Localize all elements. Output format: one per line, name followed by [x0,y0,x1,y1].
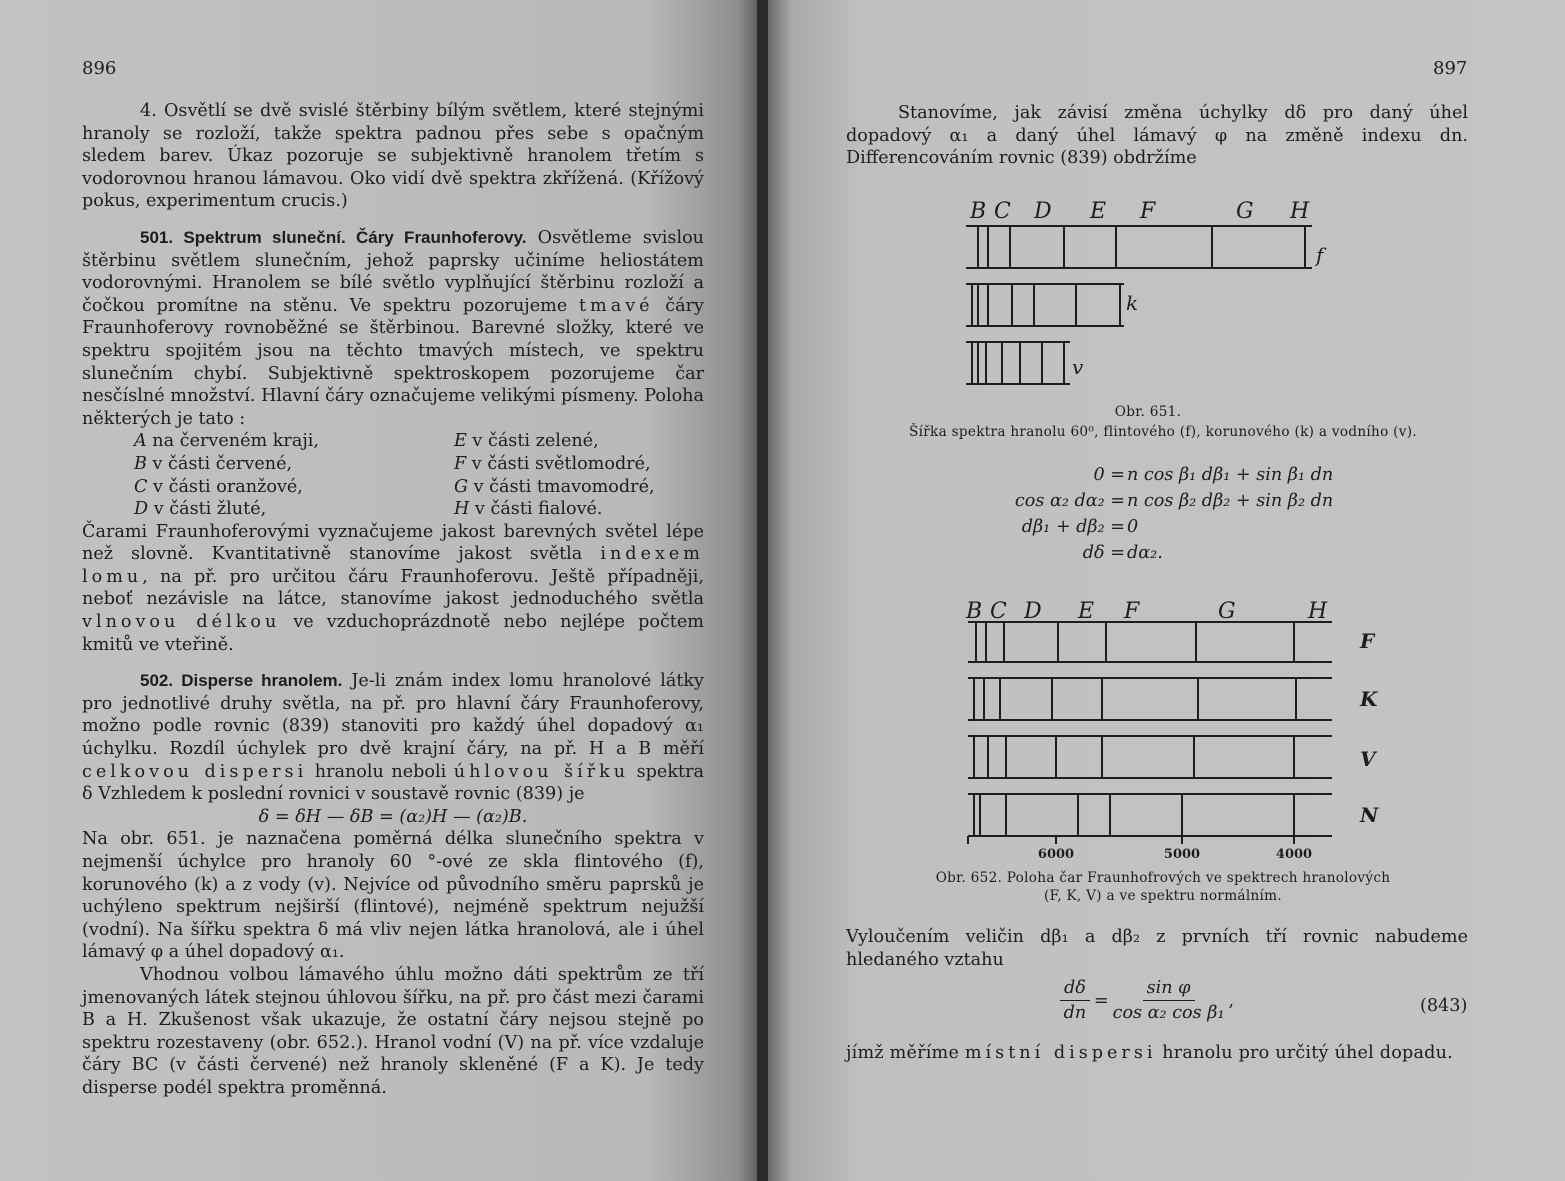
fig652-letter: H [1308,599,1328,624]
equation-row: 0 = n cos β₁ dβ₁ + sin β₁ dn [1093,465,1334,485]
fig652-caption-line1: Obr. 652. Poloha čar Fraunhofrových ve spektrech hranolových [935,870,1391,886]
fig652-label: N [1360,803,1379,827]
section-502-paragraph-2: Na obr. 651. je naznačena poměrná délka slunečního spektra v nejmenší úchylce pro hranoly 60 °-ové ze skla flintového (f), korunového (k) a z vody (v). Nejvíce od původního směru paprsků je uchýleno spektrum nejširší (flintové), nejméně spektrum nejužší (vodní). Na šířku spektra δ má vliv nejen látka hranolová, ale i úhel lámavý φ a úhel dopadový α₁. [82,829,704,963]
fig651-letter: D [1034,199,1052,224]
equation-row: dβ₁ + dβ₂ = 0 [1021,517,1139,537]
fig651-label: f [1316,243,1324,267]
fig652-letter: E [1078,599,1095,624]
equation-number-843: (843) [1420,996,1468,1016]
fig651-letter: H [1290,199,1310,224]
fig652-letter: C [990,599,1007,624]
right-page [768,0,1565,1181]
fig652-scale-label: 5000 [1163,847,1201,862]
line-item: B v části červené, [134,453,293,474]
fig651-letter: G [1236,199,1254,224]
fig651-letter: B [970,199,987,224]
differential-equations [973,462,1333,566]
section-501: 501. Spektrum sluneční. Čáry Fraunhoferovy. Osvětleme svislou štěrbinu světlem slunečním, jehož paprsky učiníme heliostátem vodorovnými. Hranolem se bílé světlo vyplňující štěrbinu rozloží a čočkou promítne na stěnu. Ve spektru pozorujeme tmavé čáry Fraunhoferovy rovnoběžné se štěrbinou. Barevné složky, které ve spektru spojitém jsou na těchto tmavých místech, ve spektru slunečním chybí. Subjektivně spektroskopem pozorujeme čar nesčíslné množství. Hlavní čáry označujeme velikými písmeny. Poloha některých je tato : [82,227,705,429]
section-502: 502. Disperse hranolem. Je-li znám index lomu hranolové látky pro jednotlivé druhy světla, na př. pro hlavní čáry Fraunhoferovy, možno podle rovnic (839) stanoviti pro každý úhel dopadový α₁ úchylku. Rozdíl úchylek pro dvě krajní čáry, na př. H a B měří celkovou dispersi hranolu neboli úhlovou šířku spektra δ Vzhledem k poslední rovnici v soustavě rovnic (839) je [82,671,704,805]
line-item: A na červeném kraji, [134,431,320,452]
section-501-continued: Čarami Fraunhoferovými vyznačujeme jakost barevných světel lépe než slovně. Kvantitativně stanovíme jakost světla indexem lomu, na př. pro určitou čáru Fraunhoferovu. Ještě případněji, neboť nezávisle na látce, stanovíme jakost jednoduchého světla vlnovou délkou ve vzduchoprázdnotě nebo nejlépe počtem kmitů ve vteřině. [82,521,704,655]
section-502-heading: 502. Disperse hranolem. [140,671,343,691]
left-text-column [82,100,704,1100]
fraunhofer-line-list [134,430,704,520]
fig652-label: K [1360,687,1378,711]
paragraph-4: 4. Osvětlí se dvě svislé štěrbiny bílým světlem, které stejnými hranoly se rozloží, takže spektra padnou přes sebe s opačným sledem barev. Úkaz pozoruje se subjektivně hranolem třetím s vodorovnou hranou lámavou. Oko vidí dvě spektra zkřížená. (Křížový pokus, experimentum crucis.) [82,101,704,212]
line-item: G v části tmavomodré, [454,476,655,497]
page-number-right: 897 [1433,58,1468,79]
fig652-scale-label: 4000 [1275,847,1313,862]
right-intro-paragraph: Stanovíme, jak závisí změna úchylky dδ pro daný úhel dopadový α₁ a daný úhel lámavý φ na změně indexu dn. Differencováním rovnic (839) obdržíme [846,103,1468,169]
line-item: D v části žluté, [134,499,267,520]
figure-652 [962,596,1392,866]
line-item: H v části fialové. [454,499,603,520]
equation-843: $\frac{d\delta}{dn}$ = $\frac{\text{sin φ}}{\text{cos α₂ cos β₁}}$ , [1056,978,1234,1023]
fig651-label: v [1072,355,1084,379]
fig652-letter: F [1124,599,1140,624]
fig651-letter: C [994,199,1011,224]
fig652-caption-line2: (F, K, V) a ve spektru normálním. [1044,888,1282,904]
section-502-paragraph-3: Vhodnou volbou lámavého úhlu možno dáti spektrům ze tří jmenovaných látek stejnou úhlovou šířku, na př. pro část mezi čarami B a H. Zkušenost však ukazuje, že ostatní čáry nejsou stejně po spektru rozestaveny (obr. 652.). Hranol vodní (V) na př. více vzdaluje čáry BC (v části červené) než hranoly skleněné (F a K). Je tedy disperse podél spektra proměnná. [82,964,704,1098]
equation-row: cos α₂ dα₂ = n cos β₂ dβ₂ + sin β₂ dn [1014,491,1334,511]
left-page [0,0,760,1181]
fig651-caption-text: Šířka spektra hranolu 60⁰, flintového (f), korunového (k) a vodního (v). [909,424,1417,440]
line-item: F v části světlomodré, [454,453,651,474]
fig651-caption-title: Obr. 651. [1114,404,1182,420]
fig651-label: k [1126,291,1139,315]
section-501-heading: 501. Spektrum sluneční. Čáry Fraunhoferovy. [140,227,527,247]
page-number-left: 896 [82,58,117,79]
line-item: C v části oranžové, [134,476,303,497]
right-last-line: jímž měříme místní dispersi hranolu pro určitý úhel dopadu. [846,1043,1453,1063]
fig652-label: V [1360,747,1376,771]
fig652-letter: G [1218,599,1236,624]
right-outro-paragraph: Vyloučením veličin dβ₁ a dβ₂ z prvních tří rovnic nabudeme hledaného vztahu [846,927,1468,970]
fig652-letter: D [1024,599,1042,624]
fig651-letter: E [1090,199,1107,224]
fig652-label: F [1360,629,1375,653]
line-item: E v části zelené, [454,431,599,452]
fig652-letter: B [966,599,983,624]
dispersion-formula: δ = δH — δB = (α₂)H — (α₂)B. [258,806,528,827]
fig652-scale-label: 6000 [1037,847,1075,862]
fig651-letter: F [1140,199,1156,224]
equation-row: dδ = dα₂. [1082,543,1163,563]
figure-651 [960,196,1360,396]
